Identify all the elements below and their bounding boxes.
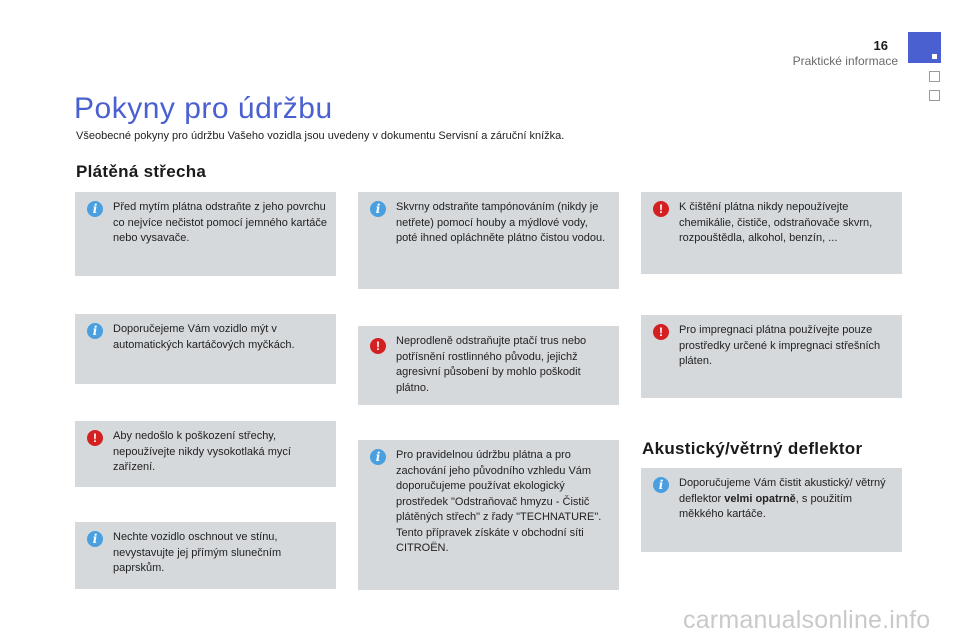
warning-box bbox=[358, 326, 619, 405]
chapter-tab-active bbox=[908, 32, 941, 63]
warning-icon: ! bbox=[370, 338, 386, 354]
section-heading-deflector: Akustický/větrný deflektor bbox=[642, 439, 863, 458]
note-box bbox=[641, 468, 902, 552]
note-text: Doporučujeme Vám čistit akustický/ větrný deflektor bbox=[679, 477, 886, 505]
note-text: Pro impregnaci plátna používejte pouze prostředky určené k impregnaci střešních pláten. bbox=[679, 324, 881, 367]
note-text: Doporučejeme Vám vozidlo mýt v automatických kartáčových myčkách. bbox=[113, 323, 295, 351]
note-text: Neprodleně odstraňujte ptačí trus nebo potřísnění rostlinného původu, jejichž agresivní působení by mohlo poškodit plátno. bbox=[396, 335, 587, 394]
note-text: , s použitím měkkého kartáče. bbox=[679, 492, 853, 520]
note-text: Aby nedošlo k poškození střechy, nepoužívejte nikdy vysokotlaká mycí zařízení. bbox=[113, 430, 291, 473]
info-icon: i bbox=[370, 449, 386, 465]
page-number: 16 bbox=[873, 38, 888, 53]
section-heading-roof: Plátěná střecha bbox=[76, 162, 207, 181]
section-label: Praktické informace bbox=[792, 54, 898, 68]
info-icon: i bbox=[87, 531, 103, 547]
chapter-tab-empty bbox=[929, 90, 940, 101]
warning-box bbox=[75, 421, 336, 487]
page-subtitle: Všeobecné pokyny pro údržbu Vašeho vozidla jsou uvedeny v dokumentu Servisní a záruční knížka. bbox=[76, 130, 565, 142]
warning-icon: ! bbox=[87, 430, 103, 446]
note-box bbox=[75, 314, 336, 384]
info-icon: i bbox=[653, 477, 669, 493]
note-text: Nechte vozidlo oschnout ve stínu, nevystavujte jej přímým slunečním paprskům. bbox=[113, 531, 282, 574]
info-icon: i bbox=[370, 201, 386, 217]
note-text: Před mytím plátna odstraňte z jeho povrchu co nejvíce nečistot pomocí jemného kartáče nebo vysavače. bbox=[113, 201, 328, 244]
note-text: Skvrny odstraňte tampónováním (nikdy je netřete) pomocí houby a mýdlové vody, poté ihned opláchněte plátno čistou vodou. bbox=[396, 201, 606, 244]
info-icon: i bbox=[87, 201, 103, 217]
page-title: Pokyny pro údržbu bbox=[74, 92, 333, 125]
warning-box bbox=[641, 315, 902, 398]
note-text: K čištění plátna nikdy nepoužívejte chemikálie, čističe, odstraňovače skvrn, rozpouštědla, alkohol, benzín, ... bbox=[679, 201, 873, 244]
note-box bbox=[358, 440, 619, 590]
warning-box bbox=[641, 192, 902, 274]
info-icon: i bbox=[87, 323, 103, 339]
warning-icon: ! bbox=[653, 201, 669, 217]
chapter-tab-empty bbox=[929, 71, 940, 82]
watermark: carmanualsonline.info bbox=[683, 606, 931, 634]
warning-icon: ! bbox=[653, 324, 669, 340]
note-box bbox=[75, 522, 336, 589]
note-box bbox=[358, 192, 619, 289]
note-box bbox=[75, 192, 336, 276]
note-text: Pro pravidelnou údržbu plátna a pro zachování jeho původního vzhledu Vám doporučujeme používat ekologický prostředek "Odstraňovač hmyzu - Čistič plátěných střech" z řady "TECHNATURE". Tento přípravek získáte v obchodní síti CITROËN. bbox=[396, 449, 602, 554]
note-emphasis: velmi opatrně bbox=[724, 492, 796, 505]
